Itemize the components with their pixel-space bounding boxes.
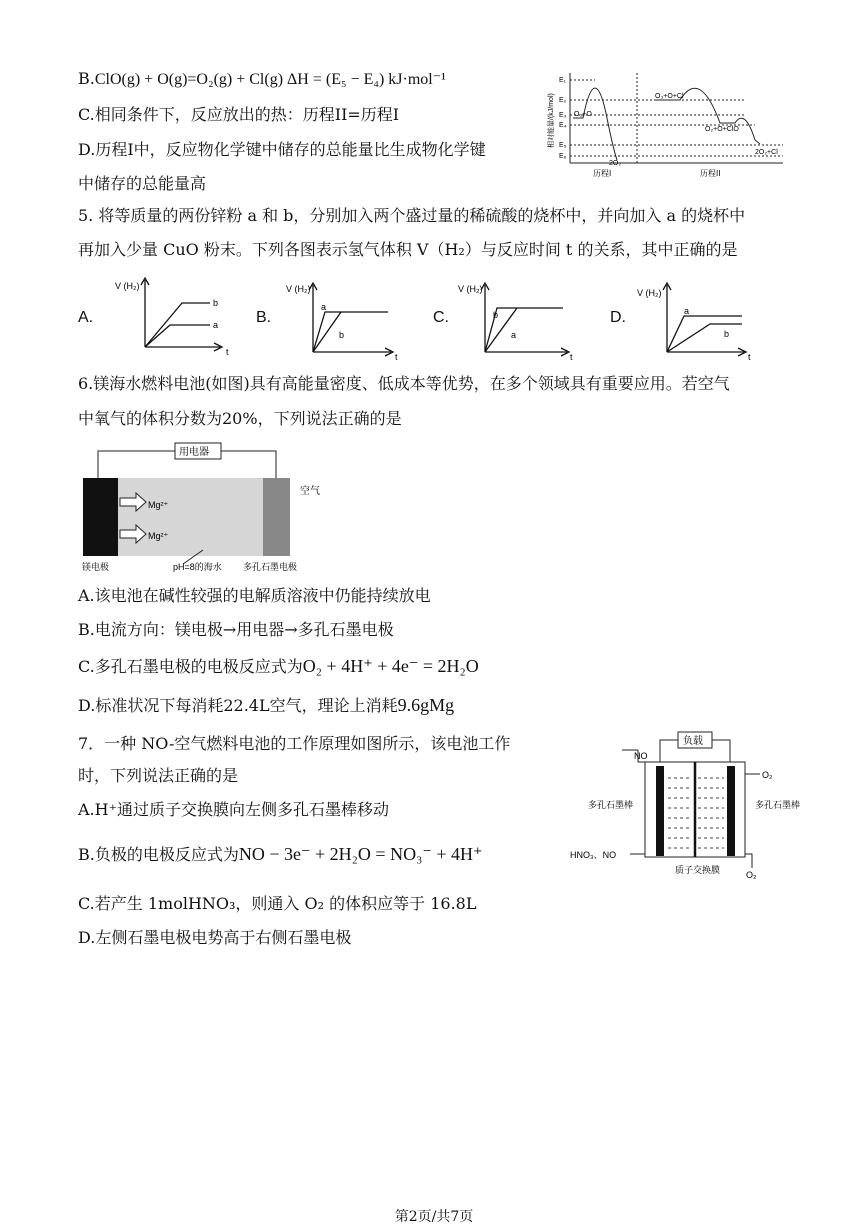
q7-no-in: NO xyxy=(634,751,648,761)
q7-left-rod xyxy=(656,766,664,856)
q5-stem-line1: 5. 将等质量的两份锌粉 a 和 b，分别加入两个盛过量的稀硫酸的烧杯中，并向加入 a 的烧杯中 xyxy=(78,206,746,225)
q5-graph-b-b: b xyxy=(339,330,345,340)
q7-right-rod xyxy=(727,766,735,856)
q7-electrolyte-left xyxy=(668,778,692,848)
q5-graph-c-xlabel: t xyxy=(570,352,573,362)
q7-fuel-cell-diagram xyxy=(570,728,810,898)
q4-level-e1: E₁ xyxy=(559,77,567,84)
q4-level-e3: E₃ xyxy=(559,112,567,119)
q6-option-c-equation: O₂ + 4H⁺ + 4e⁻ = 2H₂O xyxy=(302,656,479,676)
q5-option-a-label: A. xyxy=(78,309,94,326)
q5-option-c-label: C. xyxy=(433,309,449,326)
q7-left-out: HNO₃、NO xyxy=(570,850,617,860)
q4-label-2o2-cl: 2O₂+Cl xyxy=(755,149,778,156)
q6-ion-2: Mg²⁺ xyxy=(148,531,169,541)
q5-graph-d-xlabel: t xyxy=(748,352,751,362)
q4-option-d-line2: 中储存的总能量高 xyxy=(78,174,207,193)
q5-graph-a-b: b xyxy=(213,298,219,308)
q5-graph-b xyxy=(283,280,413,365)
q4-label-2o2: 2O₂ xyxy=(609,160,622,167)
q6-electrolyte xyxy=(118,478,263,556)
q5-graph-c-a: a xyxy=(511,330,517,340)
q7-option-b: B.负极的电极反应式为NO − 3e⁻ + 2H₂O = NO₃⁻ + 4H⁺ xyxy=(78,844,483,864)
page-footer: 第2页/共7页 xyxy=(394,1209,474,1225)
q4-option-d-line1: D.历程I中，反应物化学键中储存的总能量比生成物化学键 xyxy=(78,140,486,159)
q7-stem-line1: 7．一种 NO-空气燃料电池的工作原理如图所示，该电池工作 xyxy=(78,734,511,753)
q6-right-electrode: 多孔石墨电极 xyxy=(243,562,298,572)
q7-option-d: D.左侧石墨电极电势高于右侧石墨电极 xyxy=(78,928,352,947)
q7-right-out: O₂ xyxy=(746,870,757,880)
q5-option-b-label: B. xyxy=(256,309,272,326)
q4-level-e5: E₅ xyxy=(559,142,567,149)
q5-graph-a-xlabel: t xyxy=(226,347,229,357)
q6-stem-line2: 中氧气的体积分数为20%，下列说法正确的是 xyxy=(78,409,402,428)
q4-option-b-equation: ClO(g) + O(g)=O₂(g) + Cl(g) ΔH = (E₅ − E₄) kJ·mol⁻¹ xyxy=(94,71,446,88)
q6-graphite-electrode xyxy=(263,478,290,556)
q6-left-electrode: 镁电极 xyxy=(82,562,110,572)
q4-level-e2: E₂ xyxy=(559,97,567,104)
q4-energy-ylabel: 相对能量/(kJ/mol) xyxy=(548,93,555,148)
q5-graph-d-ylabel: V (H₂) xyxy=(637,288,662,298)
q5-graph-a-ylabel: V (H₂) xyxy=(115,281,140,291)
q6-option-d: D.标准状况下每消耗22.4L空气，理论上消耗9.6gMg xyxy=(78,695,455,715)
q4-path-2: 历程II xyxy=(700,169,721,178)
q5-graph-d xyxy=(632,280,762,365)
q6-option-b: B.电流方向：镁电极→用电器→多孔石墨电极 xyxy=(78,620,394,639)
q5-graph-c xyxy=(455,280,585,365)
q5-graph-c-b: b xyxy=(493,310,499,320)
q6-device: 用电器 xyxy=(179,447,209,458)
q4-label-o2-o-clo: O₂+O+ClO xyxy=(705,126,739,133)
q5-graph-a xyxy=(110,275,240,360)
q4-energy-diagram xyxy=(545,68,785,183)
q5-stem-line2: 再加入少量 CuO 粉末。下列各图表示氢气体积 V（H₂）与反应时间 t 的关系，其中正确的是 xyxy=(78,240,738,259)
q5-graph-a-a: a xyxy=(213,320,219,330)
q4-label-o3-o: O₃+O xyxy=(574,111,592,118)
q7-right-rod-label: 多孔石墨棒 xyxy=(755,800,801,810)
q7-option-c: C.若产生 1molHNO₃，则通入 O₂ 的体积应等于 16.8L xyxy=(78,894,477,913)
q5-graph-b-ylabel: V (H₂) xyxy=(286,284,311,294)
q5-graph-d-a: a xyxy=(684,306,690,316)
q5-graph-b-xlabel: t xyxy=(395,352,398,362)
q5-option-d-label: D. xyxy=(610,309,626,326)
q6-ion-1: Mg²⁺ xyxy=(148,500,169,510)
q5-graph-b-a: a xyxy=(321,302,327,312)
q7-o2-in: O₂ xyxy=(762,770,773,780)
q4-option-b: B.ClO(g) + O(g)=O₂(g) + Cl(g) ΔH = (E₅ − E₄) kJ·mol⁻¹ xyxy=(78,69,446,88)
q6-air: 空气 xyxy=(300,486,320,497)
q6-option-a: A.该电池在碱性较强的电解质溶液中仍能持续放电 xyxy=(78,586,431,605)
q7-stem-line2: 时，下列说法正确的是 xyxy=(78,766,239,785)
q4-option-c: C.相同条件下，反应放出的热：历程II=历程I xyxy=(78,105,400,124)
q6-stem-line1: 6.镁海水燃料电池(如图)具有高能量密度、低成本等优势，在多个领域具有重要应用。若空气 xyxy=(78,374,730,393)
q6-option-c: C.多孔石墨电极的电极反应式为O₂ + 4H⁺ + 4e⁻ = 2H₂O xyxy=(78,656,479,676)
q7-left-rod-label: 多孔石墨棒 xyxy=(588,800,634,810)
q7-option-a: A.H⁺通过质子交换膜向左侧多孔石墨棒移动 xyxy=(78,800,390,819)
q6-electrolyte-label: pH=8的海水 xyxy=(173,562,222,572)
q4-level-e4: E₄ xyxy=(559,122,567,129)
q4-path-1: 历程I xyxy=(593,169,612,178)
q7-membrane-label: 质子交换膜 xyxy=(675,865,721,875)
q7-electrolyte-right xyxy=(698,778,724,848)
q5-graph-d-b: b xyxy=(724,329,730,339)
q7-option-b-equation: NO − 3e⁻ + 2H₂O = NO₃⁻ + 4H⁺ xyxy=(238,844,483,864)
q4-level-e6: E₆ xyxy=(559,153,567,160)
q5-graph-c-ylabel: V (H₂) xyxy=(458,284,483,294)
q6-battery-diagram xyxy=(78,438,348,578)
q6-mg-electrode xyxy=(83,478,118,556)
q7-load: 负载 xyxy=(683,736,703,747)
q6-option-d-value: 9.6gMg xyxy=(397,695,455,715)
q4-label-o3-o-cl: O₃+O+Cl xyxy=(655,93,684,100)
